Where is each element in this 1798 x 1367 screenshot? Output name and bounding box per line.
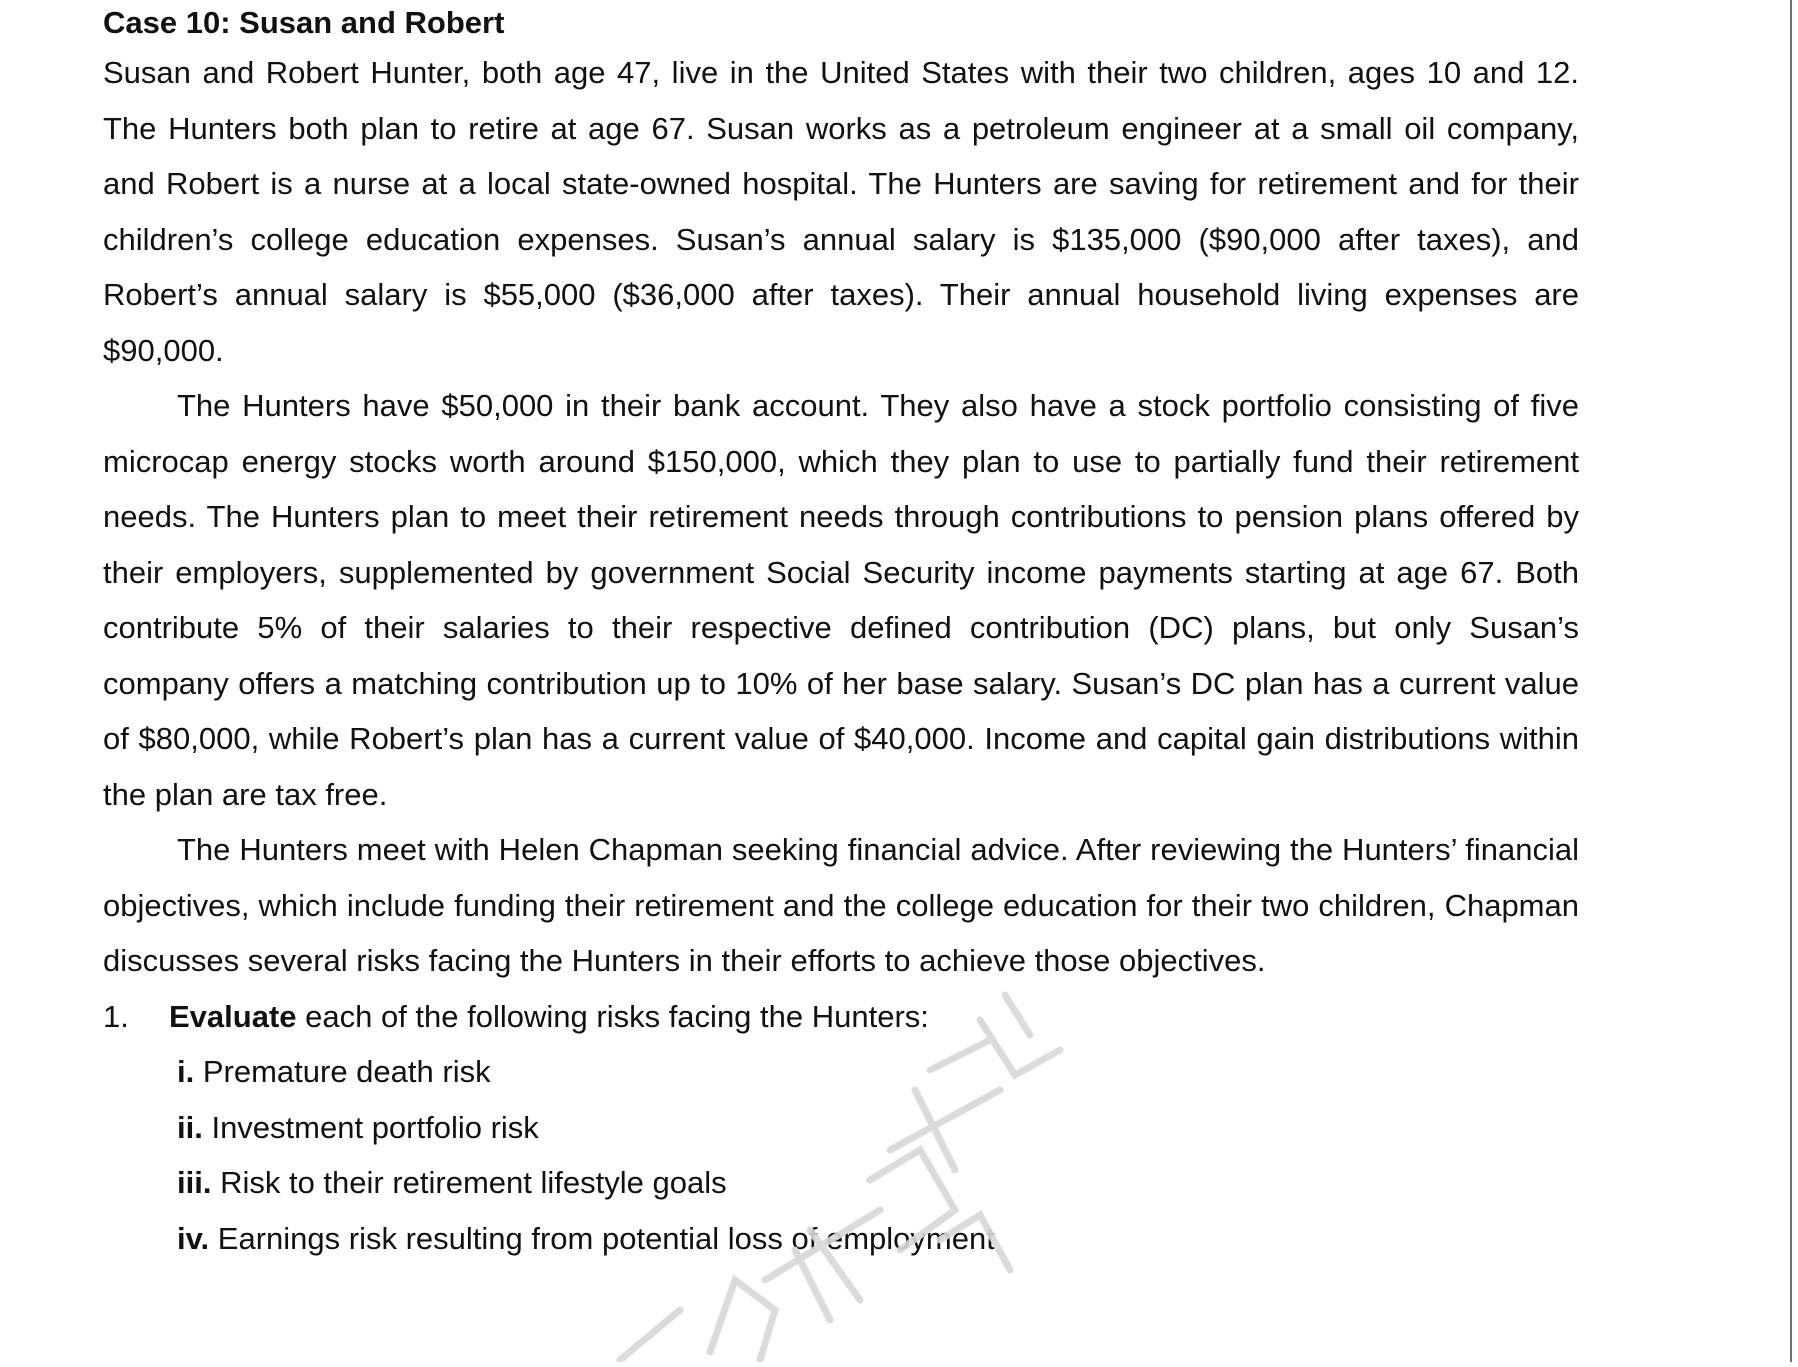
risk-number: iii.	[177, 1165, 212, 1200]
paragraph-background: Susan and Robert Hunter, both age 47, live in the United States with their two children, ages 10 and 12. The Hunters both plan to retire at age 67. Susan works as a petroleum engineer at a small oil company, and Robert is a nurse at a local state-owned hospital. The Hunters are saving for retirement and for their children’s college education expenses. Susan’s annual salary is $135,000 ($90,000 after taxes), and Robert’s annual salary is $55,000 ($36,000 after taxes). Their annual household living expenses are $90,000.	[103, 55, 1579, 368]
risk-text: Premature death risk	[194, 1054, 491, 1089]
risk-item	[177, 1211, 1579, 1267]
risk-text: Risk to their retirement lifestyle goals	[211, 1165, 727, 1200]
paragraph-advisor: The Hunters meet with Helen Chapman seeking financial advice. After reviewing the Hunters’ financial objectives, which include funding their retirement and the college education for their two children, Chapman discusses several risks facing the Hunters in their efforts to achieve those objectives.	[103, 832, 1579, 978]
risk-list	[103, 1044, 1579, 1266]
risk-number: ii.	[177, 1109, 203, 1145]
question-verb: Evaluate	[169, 998, 297, 1034]
risk-item	[177, 1100, 1579, 1156]
question-text: each of the following risks facing the Hunters:	[296, 998, 929, 1034]
page-edge-rule	[1790, 0, 1792, 1362]
risk-number: iv.	[177, 1220, 210, 1256]
question-number: 1.	[103, 998, 129, 1034]
risk-text: Earnings risk resulting from potential loss of employment	[209, 1220, 995, 1256]
risk-text: Investment portfolio risk	[202, 1109, 539, 1145]
document-content	[103, 0, 1579, 1266]
question-1	[103, 989, 1579, 1045]
paragraph-finances: The Hunters have $50,000 in their bank account. They also have a stock portfolio consisting of five microcap energy stocks worth around $150,000, which they plan to use to partially fund their retirement needs. The Hunters plan to meet their retirement needs through contributions to pension plans offered by their employers, supplemented by government Social Security income payments starting at age 67. Both contribute 5% of their salaries to their respective defined contribution (DC) plans, but only Susan’s company offers a matching contribution up to 10% of her base salary. Susan’s DC plan has a current value of $80,000, while Robert’s plan has a current value of $40,000. Income and capital gain distributions within the plan are tax free.	[103, 388, 1579, 812]
risk-item	[177, 1155, 1579, 1211]
case-title: Case 10: Susan and Robert	[103, 5, 505, 40]
risk-number: i.	[177, 1054, 195, 1089]
risk-item	[177, 1044, 1579, 1100]
